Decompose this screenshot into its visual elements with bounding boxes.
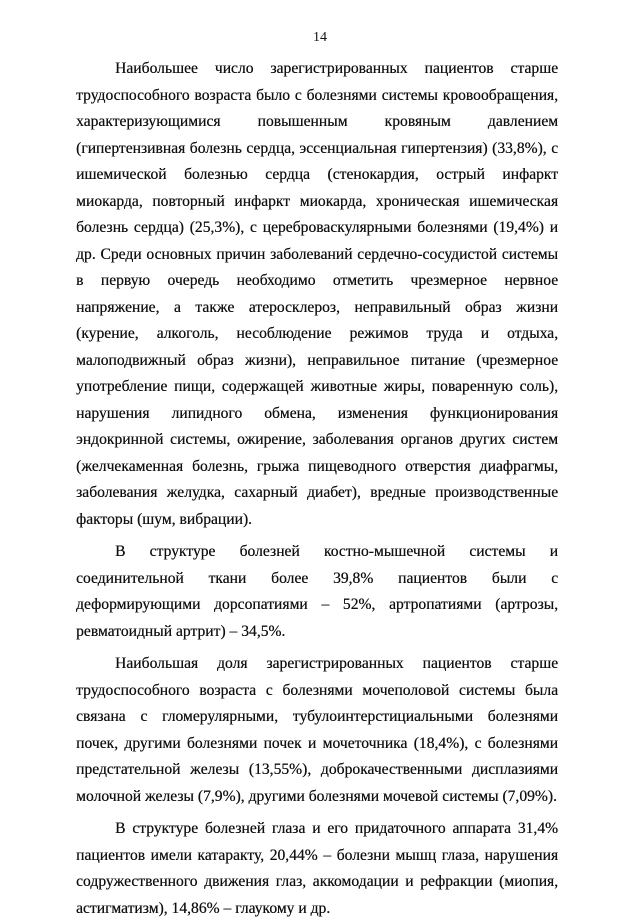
page-number: 14: [313, 30, 327, 45]
paragraph-eye-diseases: В структуре болезней глаза и его придаточного аппарата 31,4% пациентов имели катаракту, 20,44% – болезни мышц глаза, нарушения содружественного движения глаз, аккомодации и рефракции (миопия, астигматизм), 14,86% – глаукому и др.: [76, 820, 558, 917]
document-body: [76, 56, 558, 922]
paragraph-musculoskeletal-diseases: В структуре болезней костно-мышечной системы и соединительной ткани более 39,8% пациентов были с деформирующими дорсопатиями – 52%, артропатиями (артрозы, ревматоидный артрит) – 34,5%.: [76, 543, 558, 640]
paragraph-circulatory-diseases: Наибольшее число зарегистрированных пациентов старше трудоспособного возраста было с болезнями системы кровообращения, характеризующимися повышенным кровяным давлением (гипертензивная болезнь сердца, эссенциальная гипертензия) (33,8%), с ишемической болезнью сердца (стенокардия, острый инфаркт миокарда, повторный инфаркт миокарда, хроническая ишемическая болезнь сердца) (25,3%), с цереброваскулярными болезнями (19,4%) и др. Среди основных причин заболеваний сердечно-сосудистой системы в первую очередь необходимо отметить чрезмерное нервное напряжение, а также атеросклероз, неправильный образ жизни (курение, алкоголь, несоблюдение режимов труда и отдыха, малоподвижный образ жизни), неправильное питание (чрезмерное употребление пищи, содержащей животные жиры, поваренную соль), нарушения липидного обмена, изменения функционирования эндокринной системы, ожирение, заболевания органов других систем (желчекаменная болезнь, грыжа пищеводного отверстия диафрагмы, заболевания желудка, сахарный диабет), вредные производственные факторы (шум, вибрации).: [76, 60, 558, 528]
paragraph-genitourinary-diseases: Наибольшая доля зарегистрированных пациентов старше трудоспособного возраста с болезнями мочеполовой системы была связана с гломерулярными, тубулоинтерстициальными болезнями почек, другими болезнями почек и мочеточника (18,4%), с болезнями предстательной железы (13,55%), доброкачественными дисплазиями молочной железы (7,9%), другими болезнями мочевой системы (7,09%).: [76, 655, 558, 805]
